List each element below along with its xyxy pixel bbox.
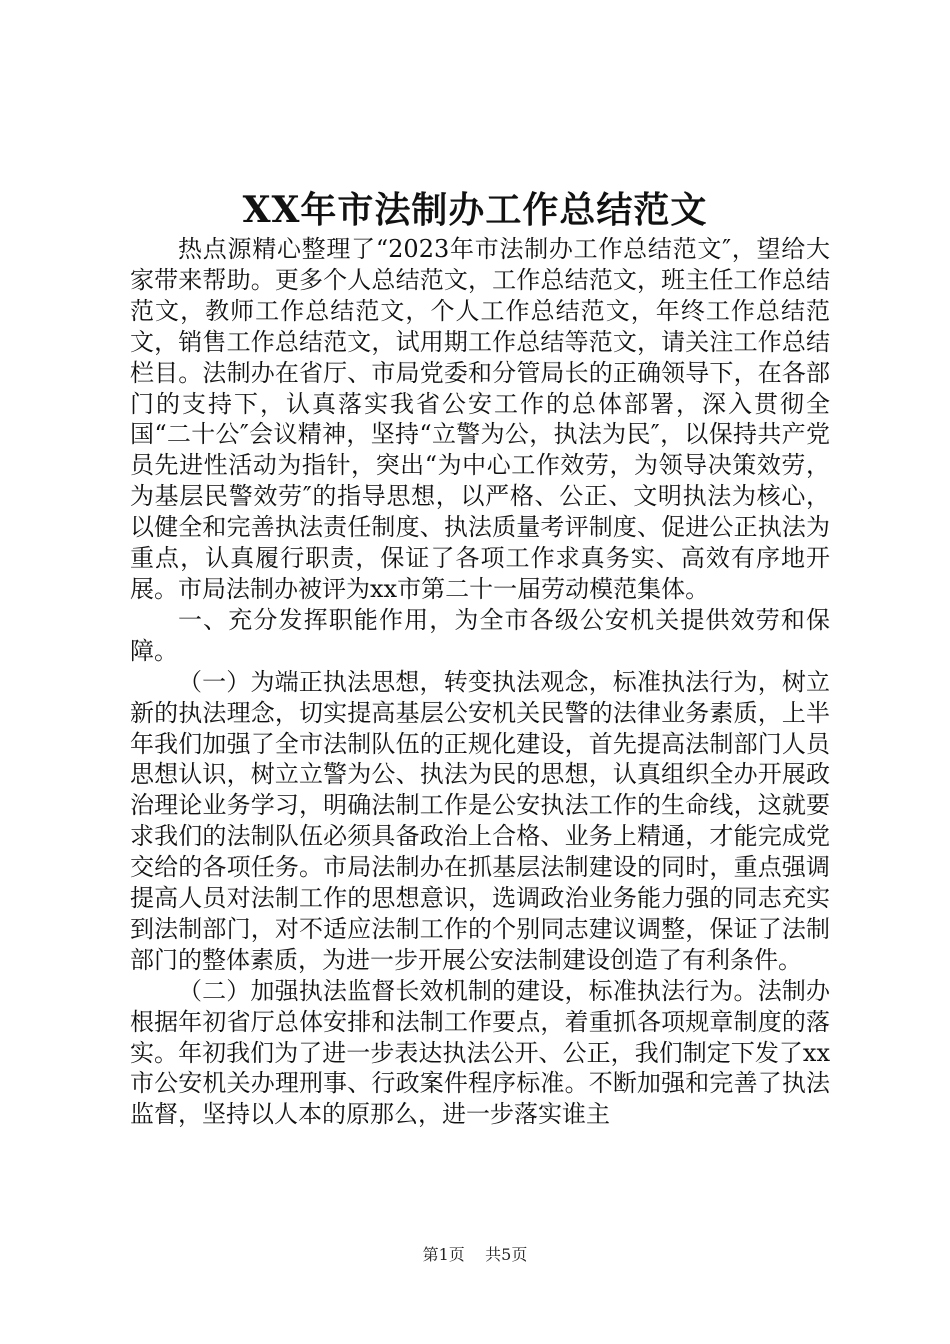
paragraph-section-heading: 一、充分发挥职能作用，为全市各级公安机关提供效劳和保障。 <box>130 605 830 665</box>
page-number: 第1页 <box>422 1245 465 1264</box>
paragraph-item-one: （一）为端正执法思想，转变执法观念，标准执法行为，树立新的执法理念，切实提高基层公安机关民警的法律业务素质，上半年我们加强了全市法制队伍的正规化建设，首先提高法制部门人员思想认识，树立立警为公、执法为民的思想，认真组织全办开展政治理论业务学习，明确法制工作是公安执法工作的生命线，这就要求我们的法制队伍必须具备政治上合格、业务上精通，才能完成党交给的各项任务。市局法制办在抓基层法制建设的同时，重点强调提高人员对法制工作的思想意识，选调政治业务能力强的同志充实到法制部门，对不适应法制工作的个别同志建议调整，保证了法制部门的整体素质，为进一步开展公安法制建设创造了有利条件。 <box>130 667 830 974</box>
paragraph-intro: 热点源精心整理了“2023年市法制办工作总结范文″，望给大家带来帮助。更多个人总结范文，工作总结范文，班主任工作总结范文，教师工作总结范文，个人工作总结范文，年终工作总结范文，销售工作总结范文，试用期工作总结等范文，请关注工作总结栏目。法制办在省厅、市局党委和分管局长的正确领导下，在各部门的支持下，认真落实我省公安工作的总体部署，深入贯彻全国“二十公″会议精神，坚持“立警为公，执法为民″，以保持共产党员先进性活动为指针，突出“为中心工作效劳，为领导决策效劳，为基层民警效劳″的指导思想，以严格、公正、文明执法为核心，以健全和完善执法责任制度、执法质量考评制度、促进公正执法为重点，认真履行职责，保证了各项工作求真务实、高效有序地开展。市局法制办被评为xx市第二十一届劳动模范集体。 <box>130 235 830 603</box>
page-total: 共5页 <box>485 1245 528 1264</box>
document-body <box>130 234 830 1130</box>
paragraph-item-two: （二）加强执法监督长效机制的建设，标准执法行为。法制办根据年初省厅总体安排和法制工作要点，着重抓各项规章制度的落实。年初我们为了进一步表达执法公开、公正，我们制定下发了xx市公安机关办理刑事、行政案件程序标准。不断加强和完善了执法监督，坚持以人本的原那么，进一步落实谁主 <box>130 976 830 1129</box>
document-title: XX年市法制办工作总结范文 <box>242 189 708 231</box>
page-footer <box>0 1245 950 1265</box>
